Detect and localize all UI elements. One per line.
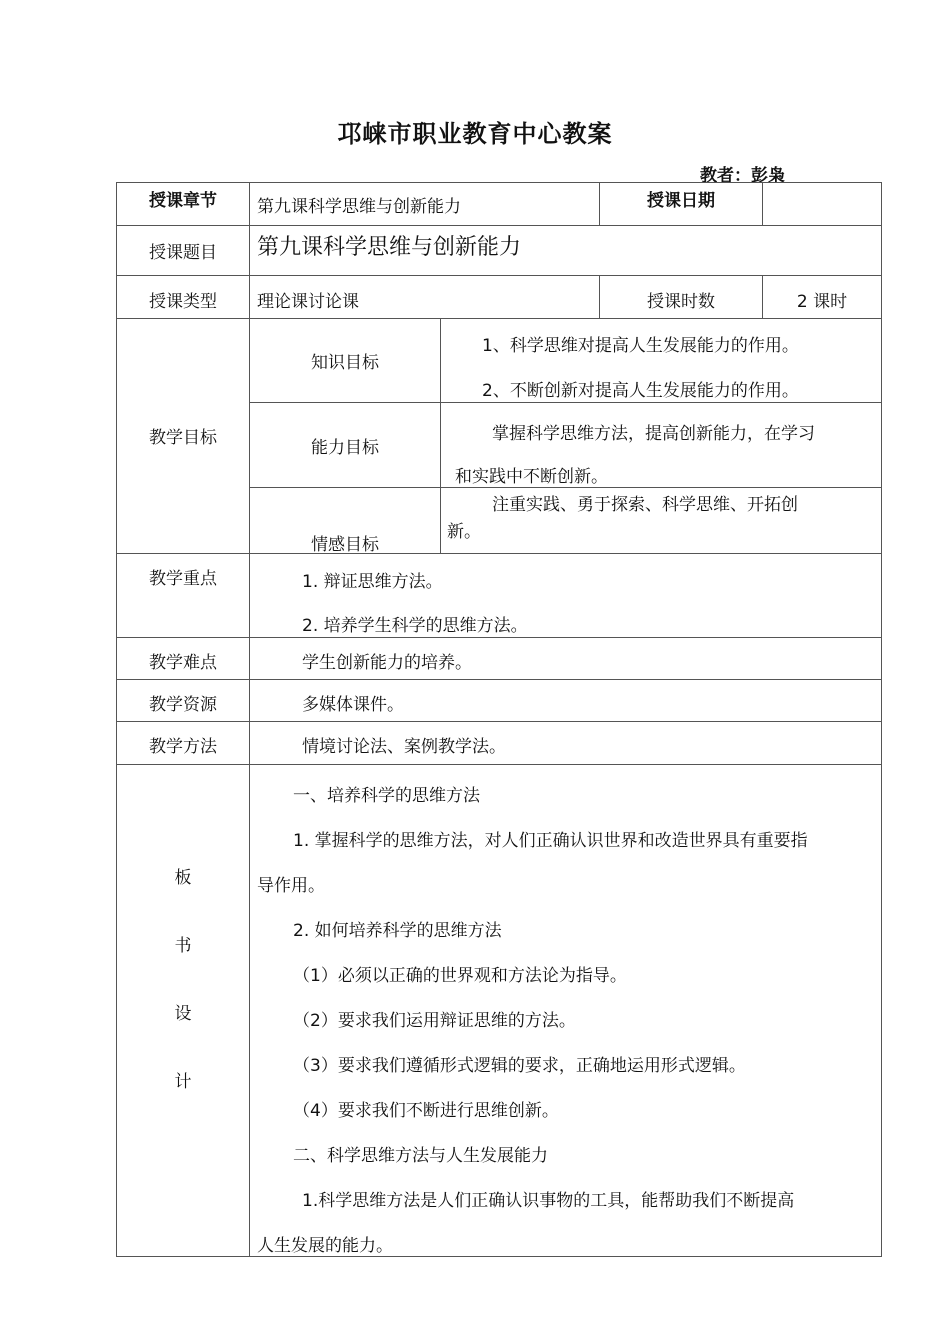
hours-value: 2 课时 <box>763 276 882 319</box>
board-design-content: 一、培养科学的思维方法 1. 掌握科学的思维方法，对人们正确认识世界和改造世界具有重要指 导作用。 2. 如何培养科学的思维方法 （1）必须以正确的世界观和方法论为指导。 （2）要求我们运用辩证思维的方法。 （3）要求我们遵循形式逻辑的要求，正确地运用形式逻辑。 （4）要求我们不断进行思维创新。 二、科学思维方法与人生发展能力 1.科学思维方法是人们正确认识事物的工具，能帮助我们不断提高 人生发展的能力。 <box>250 765 882 1257</box>
emotion-label: 情感目标 <box>250 488 441 554</box>
teacher-name: 教者：彭枭 <box>700 166 785 186</box>
topic-value: 第九课科学思维与创新能力 <box>250 226 882 276</box>
objectives-label: 教学目标 <box>117 319 250 554</box>
methods-value: 情境讨论法、案例教学法。 <box>250 722 882 765</box>
ability-value: 掌握科学思维方法，提高创新能力，在学习 和实践中不断创新。 <box>441 403 882 488</box>
methods-label: 教学方法 <box>117 722 250 765</box>
emotion-value: 注重实践、勇于探索、科学思维、开拓创 新。 <box>441 488 882 554</box>
ability-label: 能力目标 <box>250 403 441 488</box>
type-label: 授课类型 <box>117 276 250 319</box>
resources-value: 多媒体课件。 <box>250 680 882 722</box>
date-value <box>763 183 882 226</box>
key-points-value: 1. 辩证思维方法。 2. 培养学生科学的思维方法。 <box>250 554 882 638</box>
resources-label: 教学资源 <box>117 680 250 722</box>
date-label: 授课日期 <box>600 183 763 226</box>
difficulty-label: 教学难点 <box>117 638 250 680</box>
board-design-label: 板 书 设 计 <box>117 765 250 1257</box>
knowledge-label: 知识目标 <box>250 319 441 403</box>
key-points-label: 教学重点 <box>117 554 250 638</box>
hours-label: 授课时数 <box>600 276 763 319</box>
difficulty-value: 学生创新能力的培养。 <box>250 638 882 680</box>
lesson-plan-table <box>116 182 882 1257</box>
knowledge-value: 1、科学思维对提高人生发展能力的作用。 2、不断创新对提高人生发展能力的作用。 <box>441 319 882 403</box>
type-value: 理论课讨论课 <box>250 276 600 319</box>
chapter-label: 授课章节 <box>117 183 250 226</box>
chapter-value: 第九课科学思维与创新能力 <box>250 183 600 226</box>
topic-label: 授课题目 <box>117 226 250 276</box>
document-title: 邛崃市职业教育中心教案 <box>337 120 613 148</box>
